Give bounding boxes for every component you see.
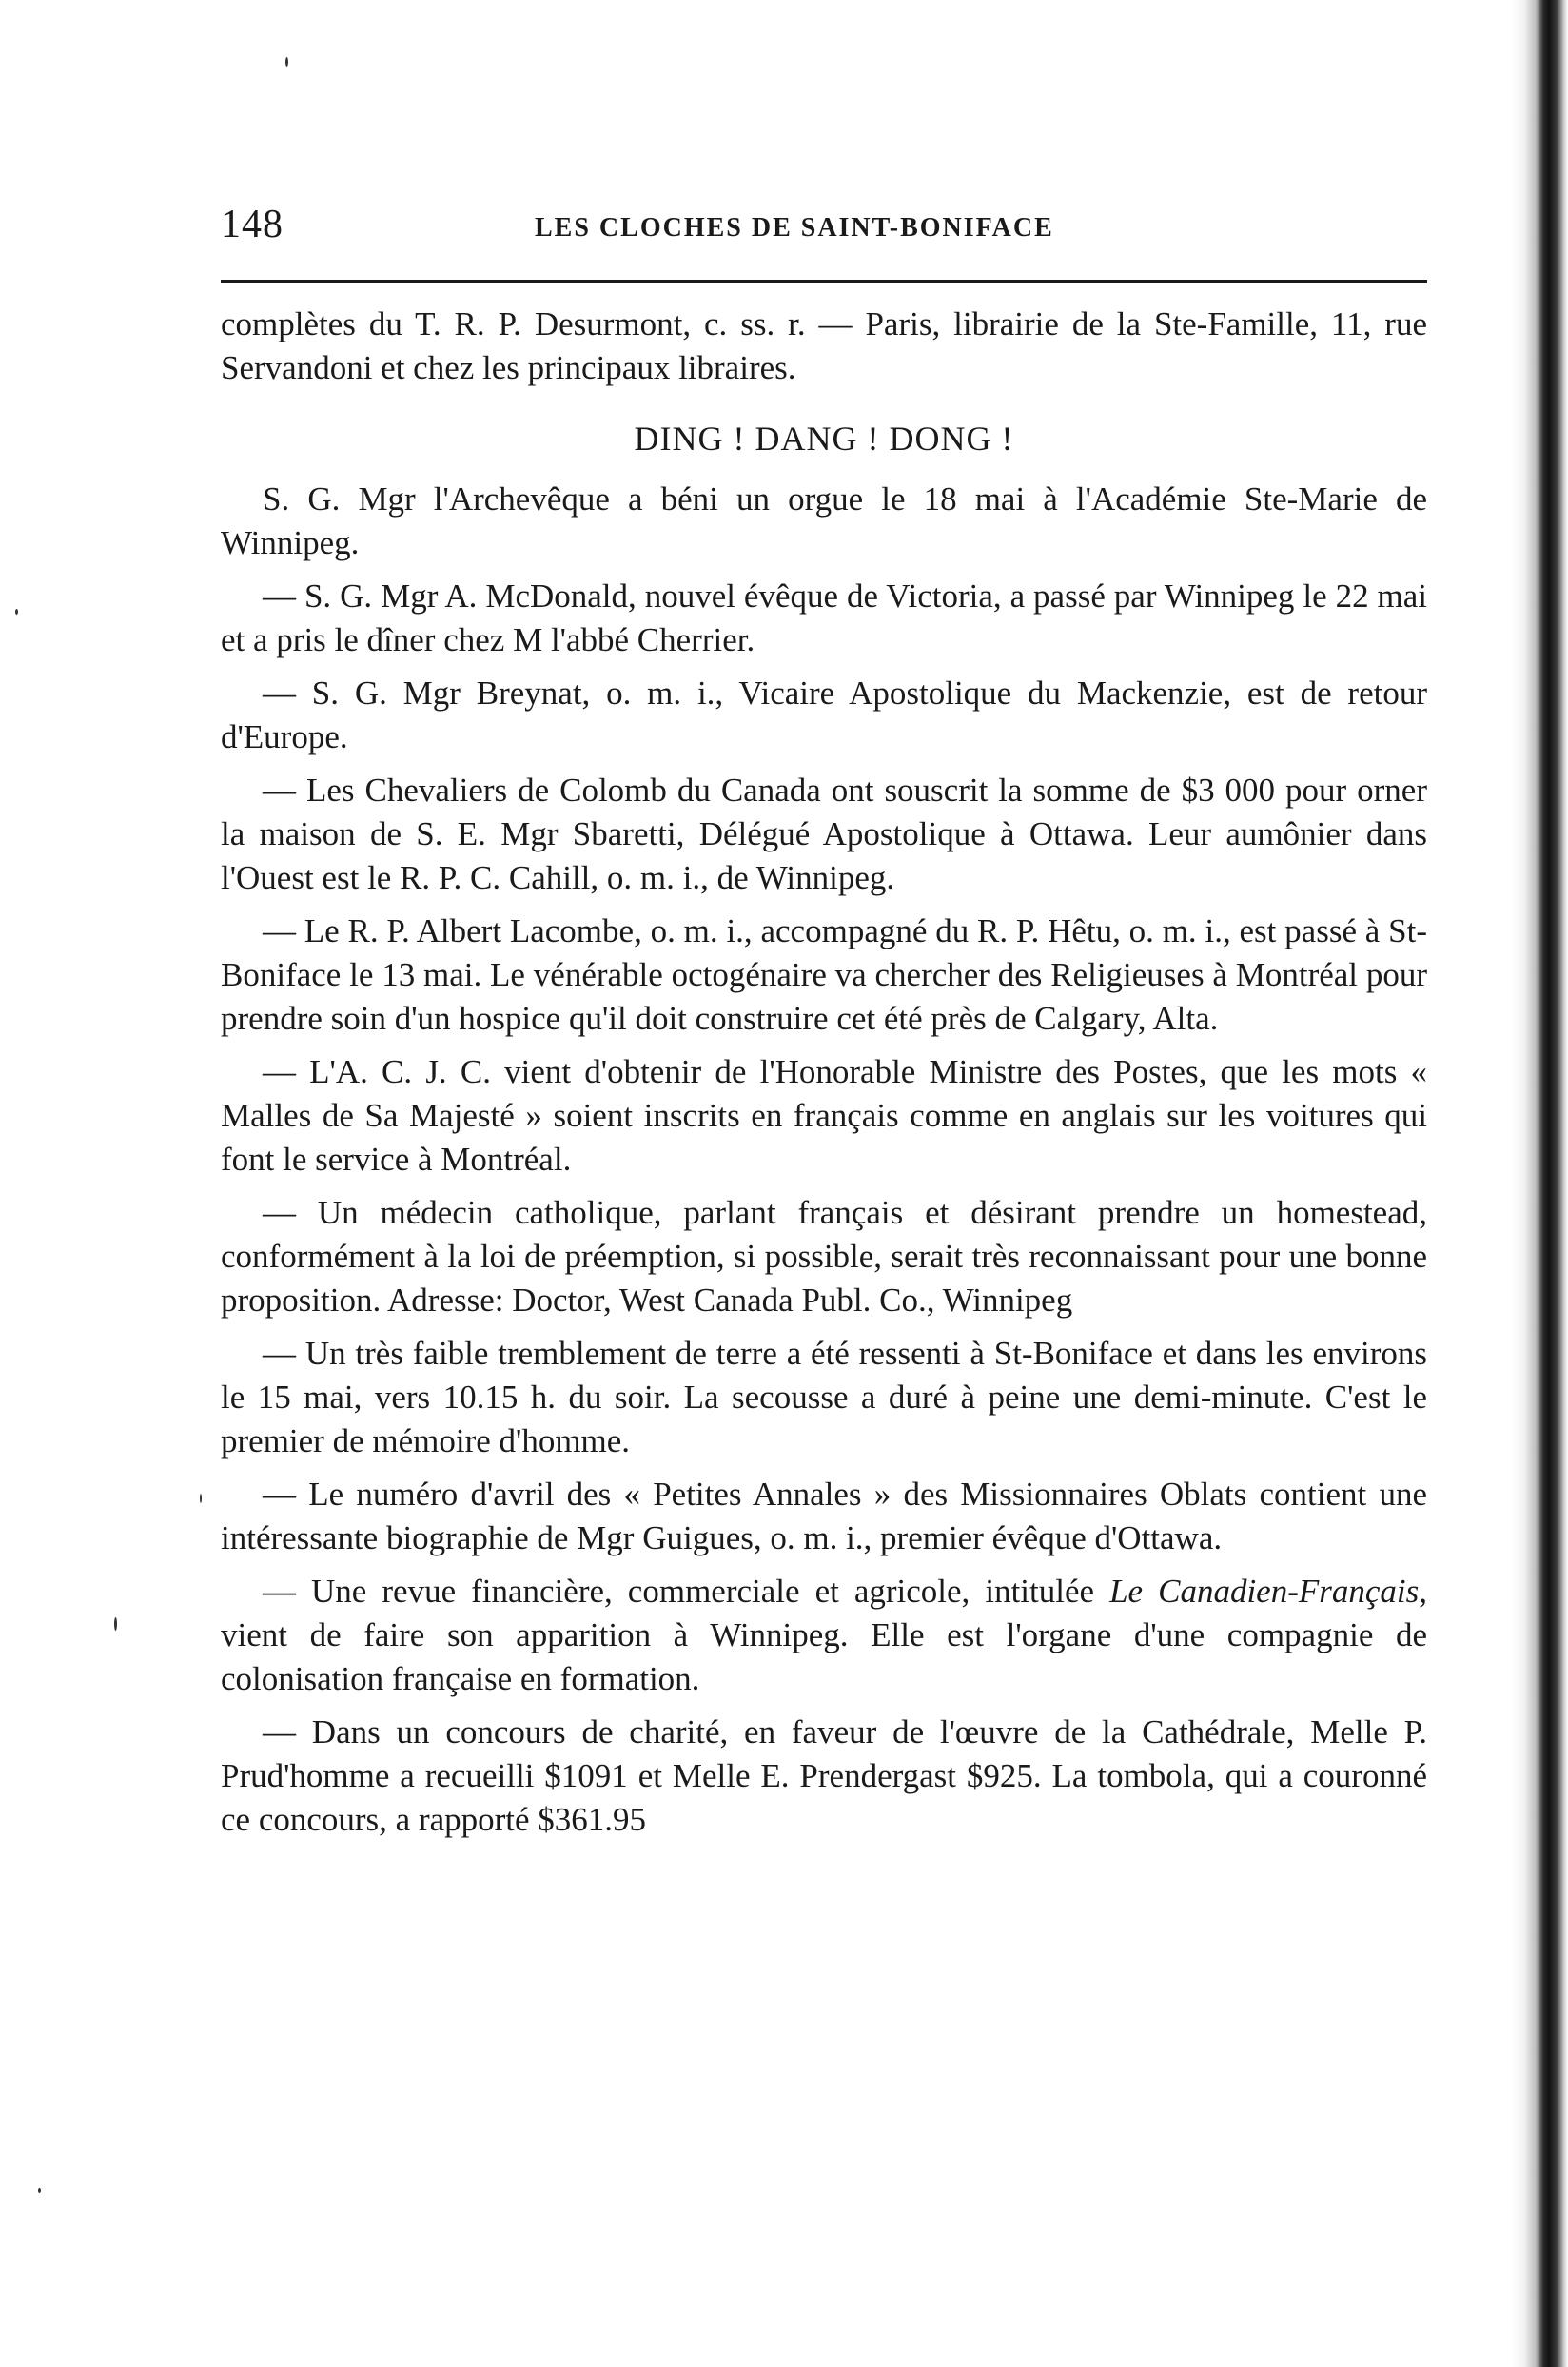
- page-header: [221, 202, 1427, 259]
- news-item: — Un très faible tremblement de terre a été ressenti à St-Boniface et dans les environs le 15 mai, vers 10.15 h. du soir. La secousse a duré à peine une demi-minute. C'est le premier de mémoire d'homme.: [221, 1335, 1427, 1459]
- news-item-last: — Dans un concours de charité, en faveur de l'œuvre de la Cathédrale, Melle P. Prud'homme a recueilli $1091 et Melle E. Prendergast $925. La tombola, qui a couronné ce concours, a rapporté $361.95: [221, 1713, 1427, 1838]
- news-item: S. G. Mgr l'Archevêque a béni un orgue le 18 mai à l'Académie Ste-Marie de Winnipeg.: [221, 480, 1427, 561]
- intro-paragraph: complètes du T. R. P. Desurmont, c. ss. r. — Paris, librairie de la Ste-Famille, 11, rue Servandoni et chez les principaux libraires.: [221, 305, 1427, 386]
- news-item: — L'A. C. J. C. vient d'obtenir de l'Honorable Ministre des Postes, que les mots « Malles de Sa Majesté » soient inscrits en français comme en anglais sur les voitures qui font le service à Montréal.: [221, 1053, 1427, 1178]
- section-title: DING ! DANG ! DONG !: [634, 420, 1014, 458]
- news-item: — Les Chevaliers de Colomb du Canada ont souscrit la somme de $3 000 pour orner la maison de S. E. Mgr Sbaretti, Délégué Apostolique à Ottawa. Leur aumônier dans l'Ouest est le R. P. C. Cahill, o. m. i., de Winnipeg.: [221, 772, 1427, 896]
- body-text: [221, 303, 1427, 1851]
- news-item: — Le numéro d'avril des « Petites Annales » des Missionnaires Oblats contient une intéressante biographie de Mgr Guigues, o. m. i., premier évêque d'Ottawa.: [221, 1476, 1427, 1556]
- news-item: — S. G. Mgr Breynat, o. m. i., Vicaire Apostolique du Mackenzie, est de retour d'Europe.: [221, 675, 1427, 755]
- revue-text-before: — Une revue financière, commerciale et agricole, intitulée: [263, 1573, 1110, 1610]
- page-number: 148: [221, 203, 284, 246]
- revue-title: Le Canadien-Français: [1109, 1573, 1420, 1610]
- binding-edge: [1511, 0, 1568, 2367]
- running-title: LES CLOCHES DE SAINT-BONIFACE: [535, 213, 1054, 243]
- news-item: — S. G. Mgr A. McDonald, nouvel évêque de Victoria, a passé par Winnipeg le 22 mai et a pris le dîner chez M l'abbé Cherrier.: [221, 577, 1427, 658]
- news-item-revue: [221, 1570, 1427, 1701]
- scan-speck: [38, 2188, 41, 2193]
- scan-speck: [15, 609, 18, 615]
- scan-speck: [114, 1617, 117, 1631]
- header-rule: [221, 280, 1427, 283]
- scan-speck: [200, 1494, 202, 1503]
- scan-speck: [285, 57, 288, 67]
- news-item: — Un médecin catholique, parlant français et désirant prendre un homestead, conformément à la loi de préemption, si possible, serait très reconnaissant pour une bonne proposition. Adresse: Doctor, West Canada Publ. Co., Winnipeg: [221, 1194, 1427, 1319]
- revue-text-after: , vient de faire son apparition à Winnipeg. Elle est l'organe d'une compagnie de colonisation française en formation.: [221, 1573, 1427, 1697]
- news-item: — Le R. P. Albert Lacombe, o. m. i., accompagné du R. P. Hêtu, o. m. i., est passé à St-Boniface le 13 mai. Le vénérable octogénaire va chercher des Religieuses à Montréal pour prendre soin d'un hospice qu'il doit construire cet été près de Calgary, Alta.: [221, 912, 1427, 1037]
